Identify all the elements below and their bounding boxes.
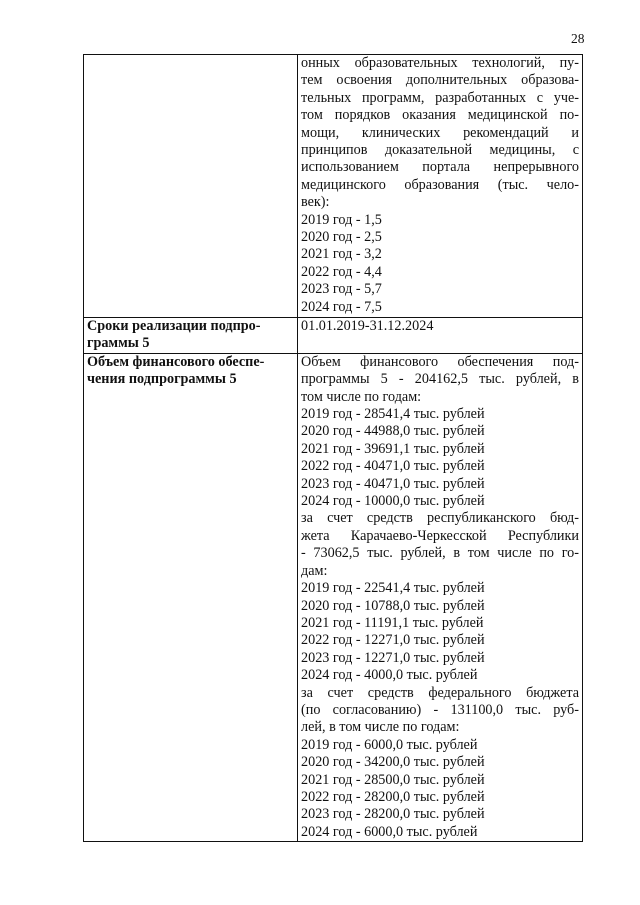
year-value: 2019 год - 6000,0 тыс. рублей: [301, 736, 478, 753]
text-line: за счет средств республиканского бюд-: [301, 510, 579, 527]
text-line: (по согласованию) - 131100,0 тыс. руб-: [301, 701, 579, 718]
year-value: 2023 год - 28200,0 тыс. рублей: [301, 806, 485, 823]
table-row: [84, 55, 583, 318]
text-line: принципов доказательной медицины, с: [301, 142, 579, 159]
year-value: 2023 год - 40471,0 тыс. рублей: [301, 475, 485, 492]
row-value-financing: [298, 353, 583, 841]
year-value: 2020 год - 34200,0 тыс. рублей: [301, 754, 485, 771]
text-line: том числе по годам:: [301, 388, 422, 405]
year-value: 2020 год - 2,5: [301, 229, 382, 246]
text-line: онных образовательных технологий, пу-: [301, 55, 579, 71]
year-value: 2022 год - 40471,0 тыс. рублей: [301, 458, 485, 475]
text-line: жета Карачаево-Черкесской Республики: [301, 527, 579, 544]
page-number: 28: [571, 31, 585, 46]
text-line: тем освоения дополнительных образова-: [301, 72, 579, 89]
year-value: 2024 год - 6000,0 тыс. рублей: [301, 823, 478, 840]
year-value: 2022 год - 12271,0 тыс. рублей: [301, 632, 485, 649]
text-line: программы 5 - 204162,5 тыс. рублей, в: [301, 371, 579, 388]
row-label-empty: [84, 55, 298, 318]
year-value: 2023 год - 12271,0 тыс. рублей: [301, 649, 485, 666]
table-row: [84, 318, 583, 354]
year-value: 2020 год - 10788,0 тыс. рублей: [301, 597, 485, 614]
year-value: 2024 год - 10000,0 тыс. рублей: [301, 493, 485, 510]
text-line: использованием портала непрерывного: [301, 159, 579, 176]
text-line: Объем финансового обеспечения под-: [301, 353, 579, 370]
row-label-financing: Объем финансового обеспе- чения подпрограммы 5: [84, 353, 298, 841]
text-line: век):: [301, 194, 330, 211]
year-value: 2022 год - 28200,0 тыс. рублей: [301, 788, 485, 805]
text-line: тельных программ, разработанных с уче-: [301, 89, 579, 106]
row-label-terms: Сроки реализации подпро- граммы 5: [84, 318, 298, 354]
row-value-terms: 01.01.2019-31.12.2024: [298, 318, 583, 354]
text-line: лей, в том числе по годам:: [301, 719, 460, 736]
year-value: 2024 год - 4000,0 тыс. рублей: [301, 667, 478, 684]
text-line: медицинского образования (тыс. чело-: [301, 176, 579, 193]
year-value: 2019 год - 28541,4 тыс. рублей: [301, 406, 485, 423]
year-value: 2019 год - 1,5: [301, 211, 382, 228]
year-value: 2022 год - 4,4: [301, 263, 382, 280]
year-value: 2021 год - 28500,0 тыс. рублей: [301, 771, 485, 788]
text-line: за счет средств федерального бюджета: [301, 684, 579, 701]
year-value: 2024 год - 7,5: [301, 298, 382, 315]
year-value: 2020 год - 44988,0 тыс. рублей: [301, 423, 485, 440]
passport-table: [83, 54, 583, 842]
year-value: 2021 год - 39691,1 тыс. рублей: [301, 440, 485, 457]
text-line: мощи, клинических рекомендаций и: [301, 124, 579, 141]
year-value: 2019 год - 22541,4 тыс. рублей: [301, 580, 485, 597]
table-row: [84, 353, 583, 841]
text-line: - 73062,5 тыс. рублей, в том числе по го-: [301, 545, 579, 562]
row-value-education: [298, 55, 583, 318]
year-value: 2023 год - 5,7: [301, 281, 382, 298]
text-line: том порядков оказания медицинской по-: [301, 107, 579, 124]
year-value: 2021 год - 11191,1 тыс. рублей: [301, 614, 484, 631]
text-line: дам:: [301, 562, 328, 579]
year-value: 2021 год - 3,2: [301, 246, 382, 263]
